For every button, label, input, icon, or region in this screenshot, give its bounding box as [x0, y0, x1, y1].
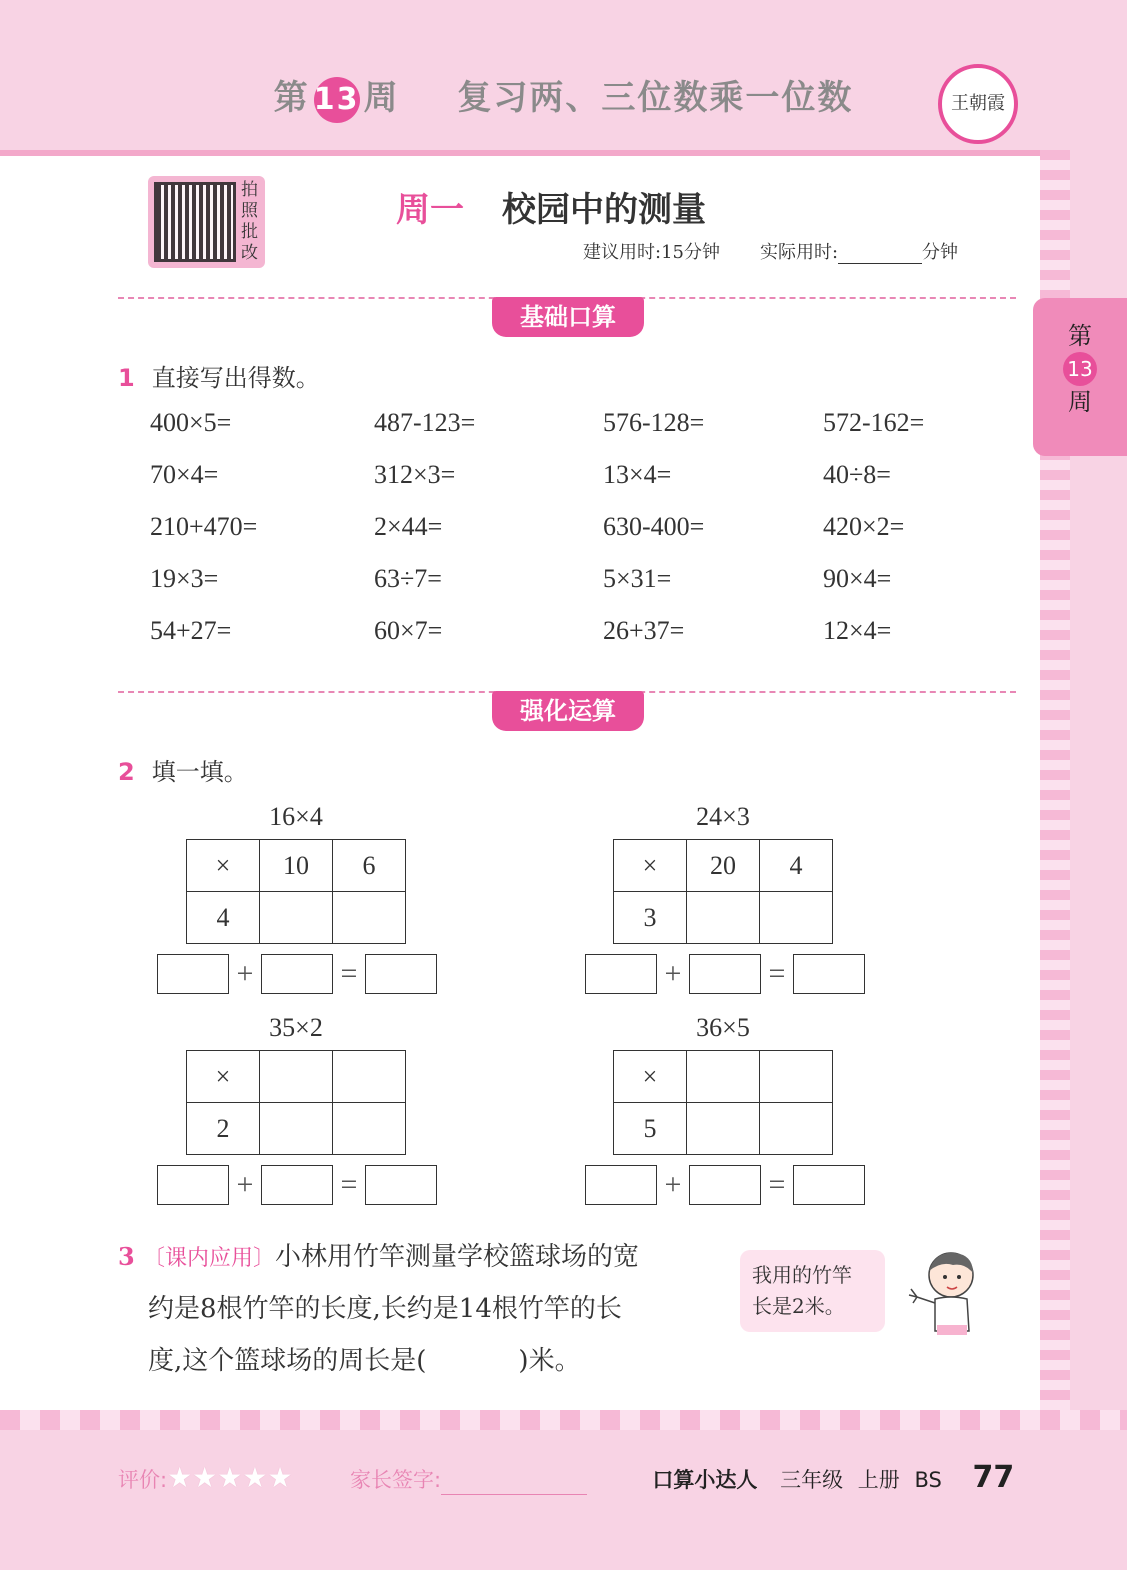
qr-code-panel[interactable]	[148, 176, 265, 268]
question-3-line3: 度,这个篮球场的周长是( )米。	[148, 1346, 581, 1376]
grid-label: 35×2	[269, 1013, 323, 1042]
answer-box[interactable]	[261, 1165, 333, 1205]
sum-equation: + =	[157, 954, 437, 994]
answer-box[interactable]	[585, 1165, 657, 1205]
answer-box[interactable]	[793, 1165, 865, 1205]
answer-box[interactable]	[689, 954, 761, 994]
question-tag: 〔课内应用〕	[142, 1246, 275, 1271]
book-title: 口算小达人	[652, 1468, 758, 1492]
grade-label: 三年级	[780, 1468, 844, 1492]
calc-item: 13×4=	[603, 460, 672, 489]
calc-item: 312×3=	[374, 460, 456, 489]
calc-item: 54+27=	[150, 616, 232, 645]
answer-cell[interactable]	[260, 1103, 333, 1155]
answer-box[interactable]	[793, 954, 865, 994]
brand-logo: 王朝霞	[938, 64, 1018, 144]
sum-equation: + =	[585, 1165, 865, 1205]
grid-label: 24×3	[696, 802, 750, 831]
answer-box[interactable]	[365, 1165, 437, 1205]
answer-cell[interactable]	[687, 1103, 760, 1155]
calc-item: 572-162=	[823, 408, 925, 437]
side-week-tab: 第 13 周	[1033, 298, 1127, 456]
multiplication-grid: × 2	[186, 1050, 406, 1155]
question-3-line1: 3 〔课内应用〕小林用竹竿测量学校篮球场的宽	[118, 1242, 639, 1272]
multiplication-grid: × 5	[613, 1050, 833, 1155]
speech-bubble: 我用的竹竿 长是2米。	[740, 1250, 885, 1332]
parent-signature-line[interactable]	[441, 1471, 587, 1495]
question-2-prompt: 2 填一填。	[118, 758, 248, 786]
calc-item: 12×4=	[823, 616, 892, 645]
calc-item: 400×5=	[150, 408, 232, 437]
page-number: 77	[972, 1460, 1015, 1495]
rating-stars-icon[interactable]: ★★★★★	[167, 1461, 293, 1494]
answer-box[interactable]	[261, 954, 333, 994]
calc-item: 60×7=	[374, 616, 443, 645]
week-title: 复习两、三位数乘一位数	[457, 78, 854, 118]
calc-item: 5×31=	[603, 564, 672, 593]
answer-cell[interactable]	[760, 1051, 833, 1103]
qr-code-icon	[154, 182, 236, 262]
answer-cell[interactable]	[333, 892, 406, 944]
week-number-badge: 13	[314, 77, 360, 123]
boy-illustration-icon	[905, 1245, 985, 1345]
calc-item: 63÷7=	[374, 564, 442, 593]
qr-label: 拍照批改	[241, 180, 258, 263]
answer-box[interactable]	[689, 1165, 761, 1205]
calc-item: 90×4=	[823, 564, 892, 593]
multiplication-grid: × 20 4 3	[613, 839, 833, 944]
answer-cell[interactable]	[687, 1051, 760, 1103]
edition-label: BS	[914, 1468, 942, 1492]
week-prefix: 第	[273, 78, 310, 118]
calc-item: 2×44=	[374, 512, 443, 541]
answer-cell[interactable]	[260, 1051, 333, 1103]
answer-cell[interactable]	[760, 892, 833, 944]
answer-box[interactable]	[157, 954, 229, 994]
sum-equation: + =	[585, 954, 865, 994]
page-footer	[118, 1460, 1048, 1500]
calc-item: 19×3=	[150, 564, 219, 593]
answer-box[interactable]	[157, 1165, 229, 1205]
question-1-prompt: 1 直接写出得数。	[118, 364, 320, 392]
day-title	[396, 182, 706, 231]
calc-item: 210+470=	[150, 512, 258, 541]
calc-item: 576-128=	[603, 408, 705, 437]
volume-label: 上册	[857, 1468, 900, 1492]
rating-label: 评价:	[118, 1468, 168, 1492]
answer-box[interactable]	[585, 954, 657, 994]
side-week-number: 13	[1063, 352, 1097, 386]
lesson-title: 校园中的测量	[502, 190, 706, 230]
grid-label: 16×4	[269, 802, 323, 831]
actual-time-label: 实际用时:	[759, 242, 839, 263]
answer-box[interactable]	[365, 954, 437, 994]
parent-signature-label: 家长签字:	[349, 1468, 442, 1492]
sum-equation: + =	[157, 1165, 437, 1205]
answer-cell[interactable]	[760, 1103, 833, 1155]
section-basic: 基础口算	[492, 297, 644, 337]
question-3-line2: 约是8根竹竿的长度,长约是14根竹竿的长	[148, 1294, 622, 1324]
calc-item: 26+37=	[603, 616, 685, 645]
answer-cell[interactable]	[687, 892, 760, 944]
answer-cell[interactable]	[333, 1051, 406, 1103]
section-advanced: 强化运算	[492, 691, 644, 731]
calc-item: 487-123=	[374, 408, 476, 437]
answer-cell[interactable]	[333, 1103, 406, 1155]
grid-label: 36×5	[696, 1013, 750, 1042]
actual-time-unit: 分钟	[922, 242, 959, 263]
actual-time-blank[interactable]	[838, 246, 922, 264]
week-suffix: 周	[363, 78, 400, 118]
day-label: 周一	[396, 190, 464, 230]
time-info	[583, 238, 958, 264]
answer-cell[interactable]	[260, 892, 333, 944]
calc-item: 70×4=	[150, 460, 219, 489]
wave-border-bottom	[0, 1410, 1127, 1430]
calc-item: 420×2=	[823, 512, 905, 541]
calc-item: 40÷8=	[823, 460, 891, 489]
multiplication-grid: × 10 6 4	[186, 839, 406, 944]
calc-item: 630-400=	[603, 512, 705, 541]
suggested-time: 建议用时:15分钟	[583, 242, 720, 263]
